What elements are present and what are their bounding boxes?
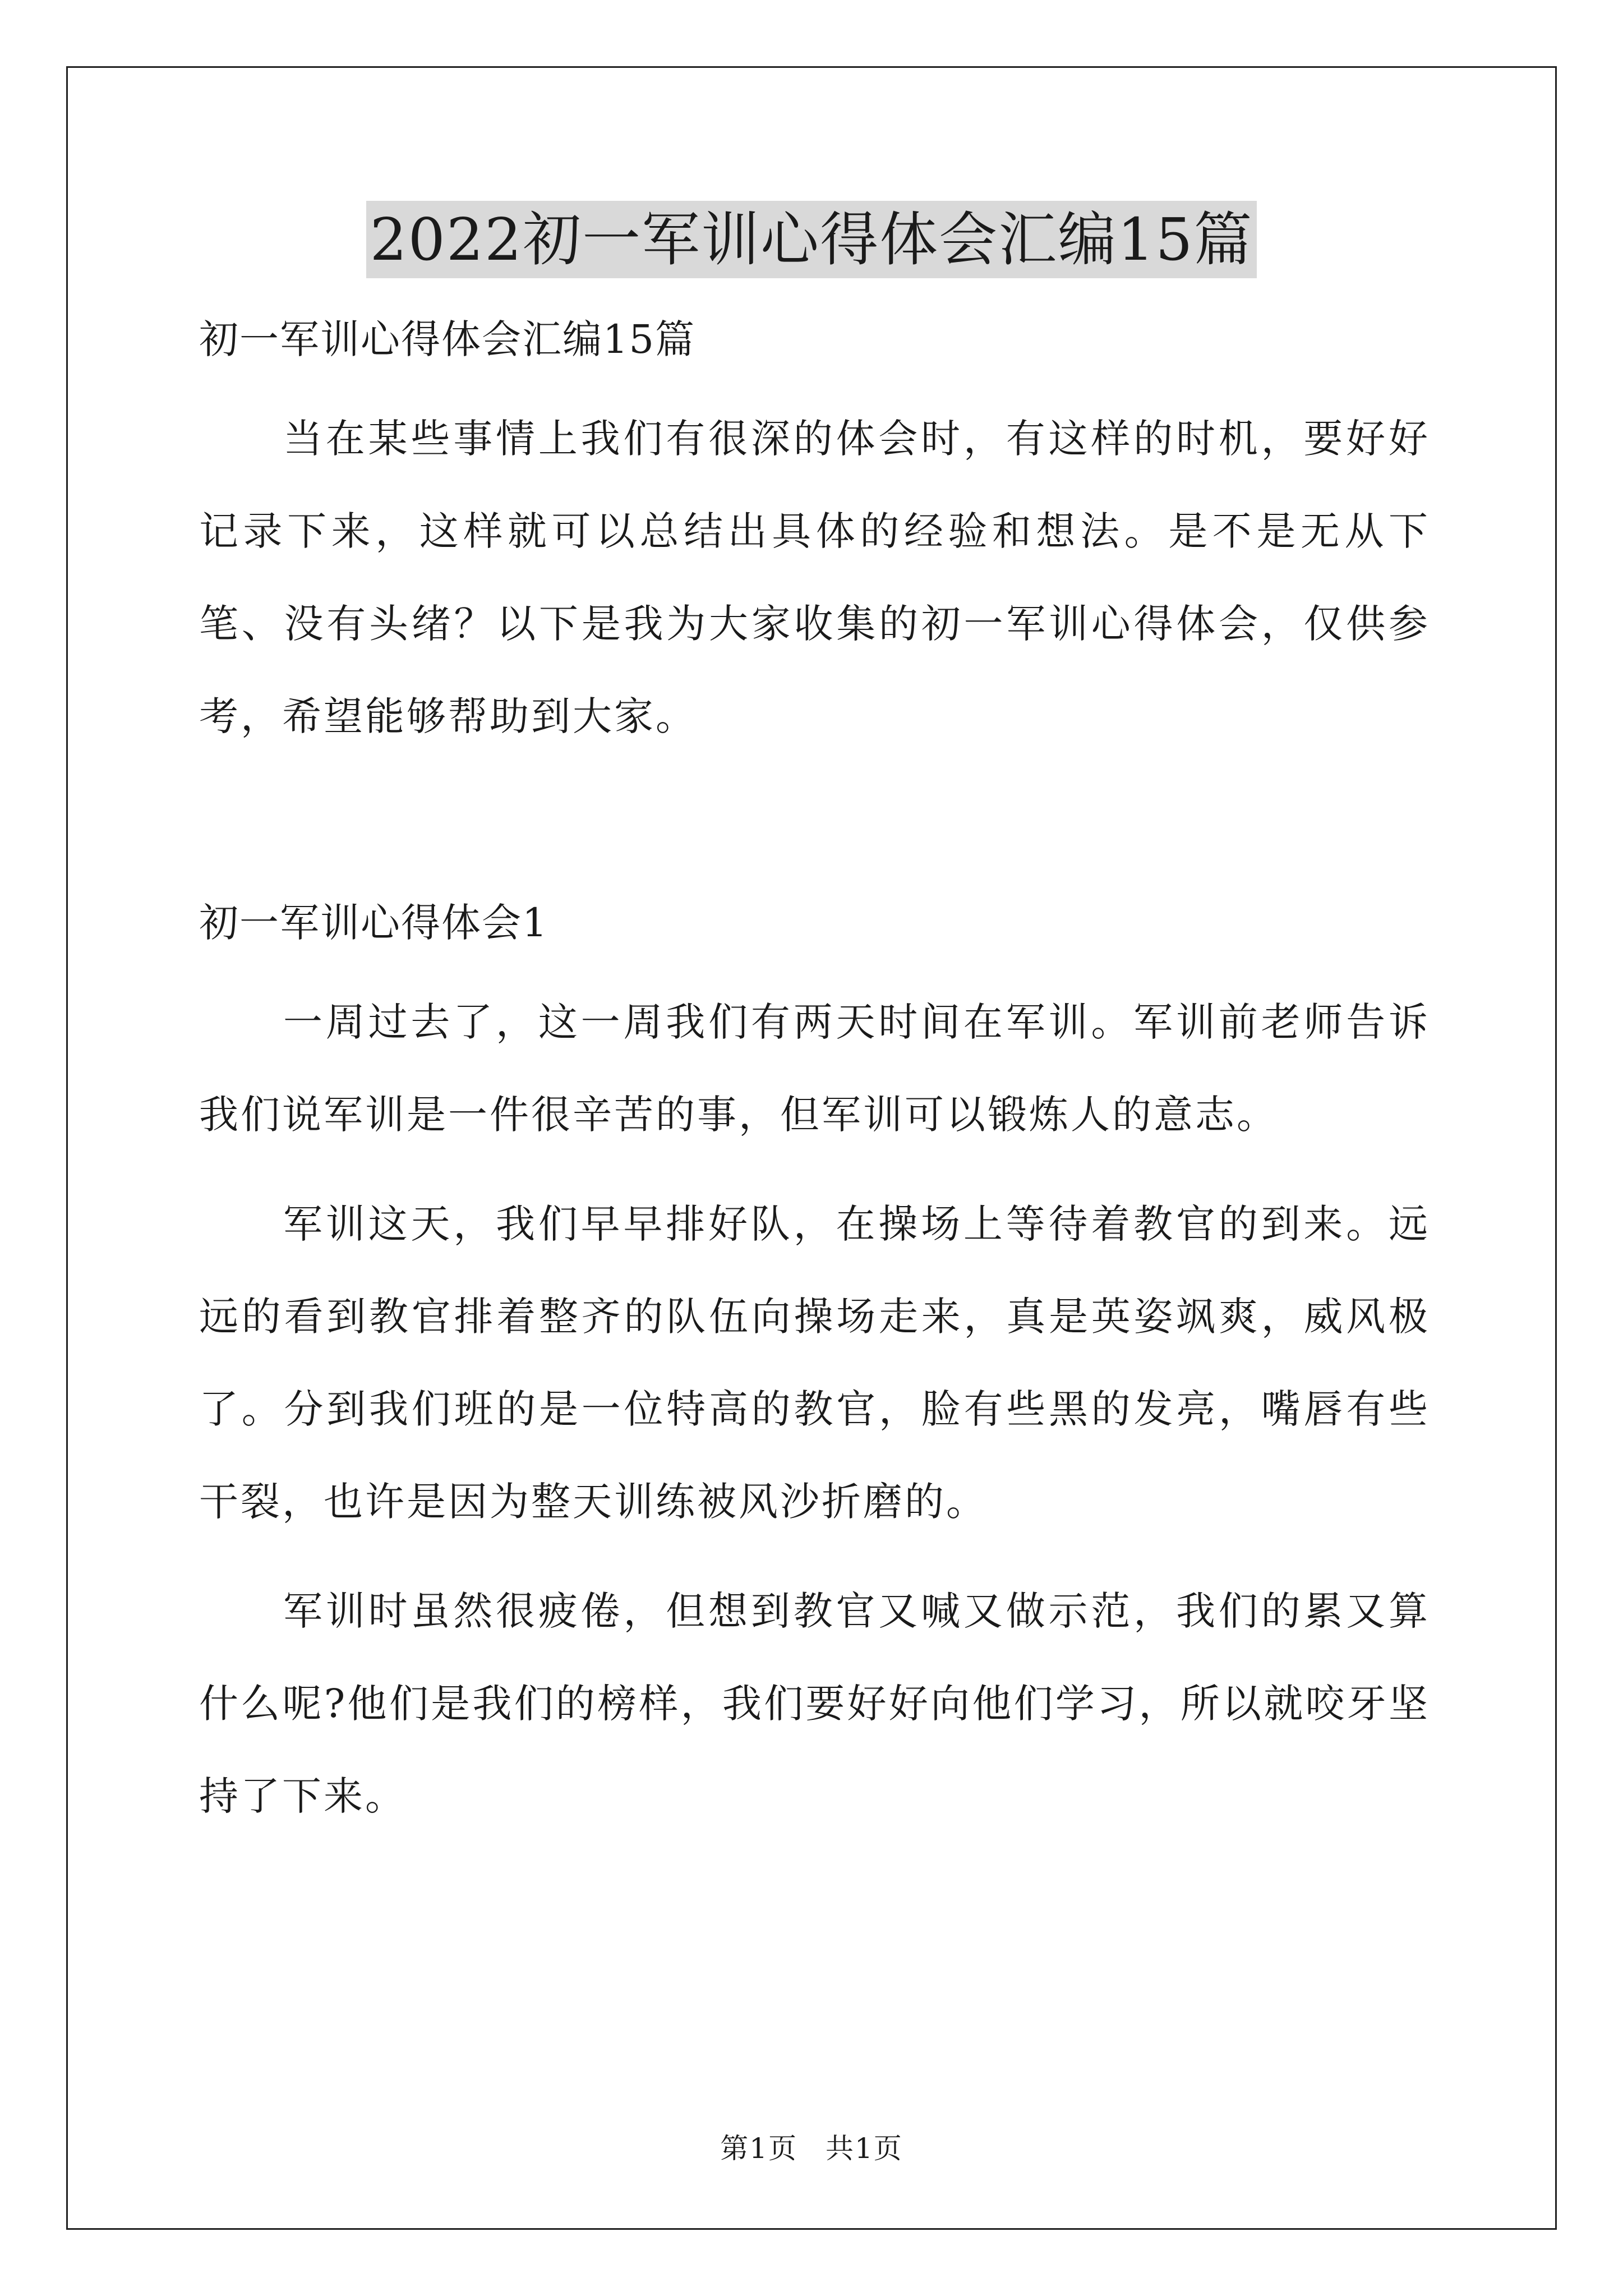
body-paragraph: 军训时虽然很疲倦，但想到教官又喊又做示范，我们的累又算什么呢?他们是我们的榜样，我们要好好向他们学习，所以就咬牙坚持了下来。 xyxy=(199,1588,1430,1819)
document-subtitle: 初一军训心得体会汇编15篇 xyxy=(199,316,696,362)
page-footer xyxy=(0,2129,1623,2168)
document-title: 2022初一军训心得体会汇编15篇 xyxy=(366,201,1256,278)
page-number: 第1页 xyxy=(720,2132,797,2165)
body-paragraph: 军训这天，我们早早排好队，在操场上等待着教官的到来。远远的看到教官排着整齐的队伍向操场走来，真是英姿飒爽，威风极了。分到我们班的是一位特高的教官，脸有些黑的发亮，嘴唇有些干裂，也许是因为整天训练被风沙折磨的。 xyxy=(199,1201,1430,1525)
intro-paragraph: 当在某些事情上我们有很深的体会时，有这样的时机，要好好记录下来，这样就可以总结出具体的经验和想法。是不是无从下笔、没有头绪？以下是我为大家收集的初一军训心得体会，仅供参考，希望能够帮助到大家。 xyxy=(199,416,1430,739)
body-paragraph: 一周过去了，这一周我们有两天时间在军训。军训前老师告诉我们说军训是一件很辛苦的事，但军训可以锻炼人的意志。 xyxy=(199,999,1430,1138)
title-container xyxy=(0,201,1623,278)
page-total: 共1页 xyxy=(826,2132,903,2165)
document-body xyxy=(199,306,1430,1843)
section-heading: 初一军训心得体会1 xyxy=(199,900,548,946)
